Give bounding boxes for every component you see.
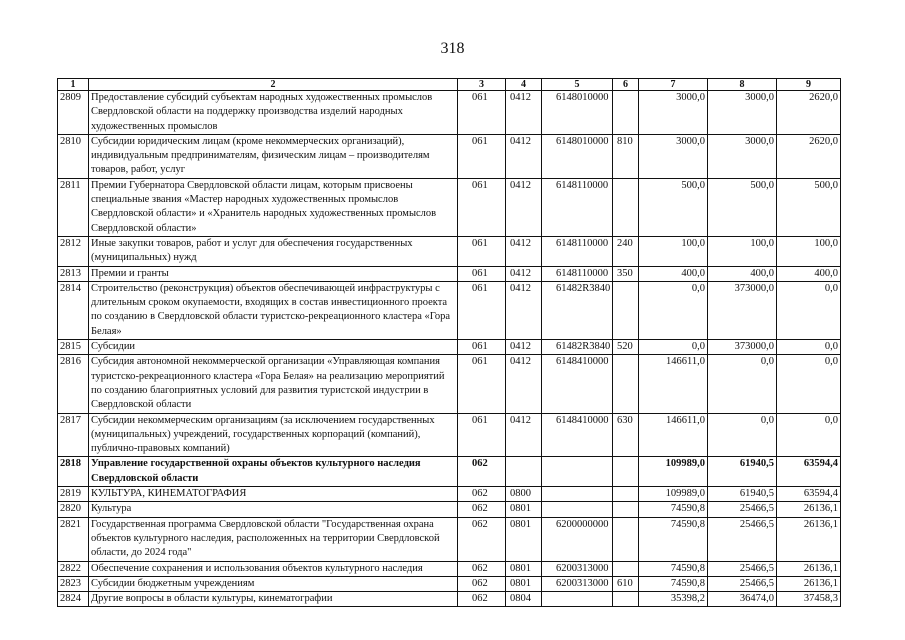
expense-type-code bbox=[613, 457, 639, 487]
amount-year-3: 26136,1 bbox=[777, 561, 841, 576]
ministry-code: 062 bbox=[458, 502, 506, 517]
section-code: 0801 bbox=[506, 576, 542, 591]
amount-year-3: 63594,4 bbox=[777, 457, 841, 487]
amount-year-1: 35398,2 bbox=[639, 592, 708, 607]
amount-year-1: 74590,8 bbox=[639, 517, 708, 561]
amount-year-3: 0,0 bbox=[777, 355, 841, 413]
row-number: 2819 bbox=[58, 487, 89, 502]
amount-year-2: 61940,5 bbox=[708, 487, 777, 502]
expense-type-code bbox=[613, 281, 639, 339]
target-article-code: 6148010000 bbox=[542, 134, 613, 178]
column-header: 4 bbox=[506, 79, 542, 91]
amount-year-2: 61940,5 bbox=[708, 457, 777, 487]
amount-year-3: 2620,0 bbox=[777, 91, 841, 135]
column-header: 2 bbox=[89, 79, 458, 91]
page-number: 318 bbox=[440, 40, 465, 57]
target-article-code: 6200313000 bbox=[542, 576, 613, 591]
table-row bbox=[58, 91, 841, 135]
expense-type-code bbox=[613, 355, 639, 413]
section-code: 0801 bbox=[506, 517, 542, 561]
table-row bbox=[58, 236, 841, 266]
amount-year-2: 400,0 bbox=[708, 266, 777, 281]
row-name: Иные закупки товаров, работ и услуг для обеспечения государственных (муниципальных) нужд bbox=[89, 236, 458, 266]
table-row bbox=[58, 413, 841, 457]
table-row bbox=[58, 457, 841, 487]
table-row bbox=[58, 517, 841, 561]
expense-type-code: 630 bbox=[613, 413, 639, 457]
amount-year-2: 373000,0 bbox=[708, 281, 777, 339]
row-number: 2820 bbox=[58, 502, 89, 517]
amount-year-2: 0,0 bbox=[708, 355, 777, 413]
amount-year-2: 25466,5 bbox=[708, 576, 777, 591]
ministry-code: 061 bbox=[458, 281, 506, 339]
table-row bbox=[58, 355, 841, 413]
row-name: Премии и гранты bbox=[89, 266, 458, 281]
amount-year-2: 25466,5 bbox=[708, 502, 777, 517]
amount-year-1: 3000,0 bbox=[639, 134, 708, 178]
target-article-code: 6148010000 bbox=[542, 91, 613, 135]
expense-type-code bbox=[613, 487, 639, 502]
ministry-code: 061 bbox=[458, 134, 506, 178]
target-article-code: 6200313000 bbox=[542, 561, 613, 576]
row-number: 2816 bbox=[58, 355, 89, 413]
expense-type-code: 520 bbox=[613, 340, 639, 355]
expense-type-code bbox=[613, 592, 639, 607]
row-name: Государственная программа Свердловской области "Государственная охрана объектов культурного наследия, расположенных на территории Свердловской области, до 2024 года" bbox=[89, 517, 458, 561]
target-article-code: 6148110000 bbox=[542, 236, 613, 266]
table-row bbox=[58, 576, 841, 591]
amount-year-2: 3000,0 bbox=[708, 134, 777, 178]
budget-table bbox=[57, 78, 841, 607]
amount-year-1: 74590,8 bbox=[639, 502, 708, 517]
amount-year-1: 0,0 bbox=[639, 281, 708, 339]
amount-year-2: 500,0 bbox=[708, 178, 777, 236]
ministry-code: 061 bbox=[458, 355, 506, 413]
ministry-code: 061 bbox=[458, 266, 506, 281]
amount-year-2: 373000,0 bbox=[708, 340, 777, 355]
amount-year-3: 26136,1 bbox=[777, 576, 841, 591]
table-row bbox=[58, 561, 841, 576]
amount-year-3: 63594,4 bbox=[777, 487, 841, 502]
amount-year-1: 74590,8 bbox=[639, 576, 708, 591]
section-code bbox=[506, 457, 542, 487]
row-number: 2813 bbox=[58, 266, 89, 281]
target-article-code bbox=[542, 457, 613, 487]
table-row bbox=[58, 340, 841, 355]
column-header: 5 bbox=[542, 79, 613, 91]
row-name: КУЛЬТУРА, КИНЕМАТОГРАФИЯ bbox=[89, 487, 458, 502]
amount-year-2: 0,0 bbox=[708, 413, 777, 457]
row-number: 2824 bbox=[58, 592, 89, 607]
column-header: 6 bbox=[613, 79, 639, 91]
amount-year-1: 0,0 bbox=[639, 340, 708, 355]
column-header: 9 bbox=[777, 79, 841, 91]
ministry-code: 061 bbox=[458, 236, 506, 266]
amount-year-2: 25466,5 bbox=[708, 561, 777, 576]
section-code: 0412 bbox=[506, 355, 542, 413]
ministry-code: 061 bbox=[458, 91, 506, 135]
table-row bbox=[58, 502, 841, 517]
section-code: 0412 bbox=[506, 134, 542, 178]
row-number: 2810 bbox=[58, 134, 89, 178]
target-article-code: 6148410000 bbox=[542, 355, 613, 413]
amount-year-3: 37458,3 bbox=[777, 592, 841, 607]
row-name: Обеспечение сохранения и использования объектов культурного наследия bbox=[89, 561, 458, 576]
target-article-code: 61482R3840 bbox=[542, 281, 613, 339]
ministry-code: 062 bbox=[458, 487, 506, 502]
row-name: Другие вопросы в области культуры, кинематографии bbox=[89, 592, 458, 607]
section-code: 0412 bbox=[506, 266, 542, 281]
amount-year-3: 26136,1 bbox=[777, 502, 841, 517]
target-article-code bbox=[542, 487, 613, 502]
table-row bbox=[58, 266, 841, 281]
row-name: Субсидия автономной некоммерческой организации «Управляющая компания туристско-рекреационного кластера «Гора Белая» на реализацию мероприятий по созданию благоприятных условий для развития туристской индустрии в Свердловской области bbox=[89, 355, 458, 413]
row-number: 2823 bbox=[58, 576, 89, 591]
amount-year-1: 146611,0 bbox=[639, 413, 708, 457]
section-code: 0800 bbox=[506, 487, 542, 502]
expense-type-code: 610 bbox=[613, 576, 639, 591]
column-header: 7 bbox=[639, 79, 708, 91]
row-number: 2818 bbox=[58, 457, 89, 487]
expense-type-code bbox=[613, 561, 639, 576]
amount-year-1: 100,0 bbox=[639, 236, 708, 266]
amount-year-3: 0,0 bbox=[777, 281, 841, 339]
row-name: Культура bbox=[89, 502, 458, 517]
amount-year-3: 0,0 bbox=[777, 340, 841, 355]
amount-year-2: 3000,0 bbox=[708, 91, 777, 135]
amount-year-1: 109989,0 bbox=[639, 457, 708, 487]
row-name: Строительство (реконструкция) объектов обеспечивающей инфраструктуры с длительным сроком окупаемости, входящих в состав инвестиционного проекта по созданию в Свердловской области туристско-рекреационного кластера «Гора Белая» bbox=[89, 281, 458, 339]
row-name: Предоставление субсидий субъектам народных художественных промыслов Свердловской области на поддержку производства изделий народных художественных промыслов bbox=[89, 91, 458, 135]
target-article-code: 6200000000 bbox=[542, 517, 613, 561]
section-code: 0412 bbox=[506, 236, 542, 266]
expense-type-code: 810 bbox=[613, 134, 639, 178]
row-name: Управление государственной охраны объектов культурного наследия Свердловской области bbox=[89, 457, 458, 487]
ministry-code: 061 bbox=[458, 340, 506, 355]
section-code: 0801 bbox=[506, 502, 542, 517]
row-name: Премии Губернатора Свердловской области лицам, которым присвоены специальные звания «Мастер народных художественных промыслов Свердловской области» и «Хранитель народных художественных промыслов Свердловской области» bbox=[89, 178, 458, 236]
row-number: 2821 bbox=[58, 517, 89, 561]
amount-year-2: 25466,5 bbox=[708, 517, 777, 561]
row-number: 2811 bbox=[58, 178, 89, 236]
table-row bbox=[58, 178, 841, 236]
ministry-code: 062 bbox=[458, 576, 506, 591]
row-number: 2814 bbox=[58, 281, 89, 339]
amount-year-2: 100,0 bbox=[708, 236, 777, 266]
target-article-code bbox=[542, 592, 613, 607]
amount-year-1: 500,0 bbox=[639, 178, 708, 236]
target-article-code: 61482R3840 bbox=[542, 340, 613, 355]
ministry-code: 061 bbox=[458, 178, 506, 236]
amount-year-1: 109989,0 bbox=[639, 487, 708, 502]
amount-year-3: 100,0 bbox=[777, 236, 841, 266]
header-row bbox=[58, 79, 841, 91]
row-number: 2809 bbox=[58, 91, 89, 135]
section-code: 0801 bbox=[506, 561, 542, 576]
amount-year-2: 36474,0 bbox=[708, 592, 777, 607]
amount-year-1: 74590,8 bbox=[639, 561, 708, 576]
ministry-code: 062 bbox=[458, 592, 506, 607]
table-row bbox=[58, 281, 841, 339]
amount-year-1: 146611,0 bbox=[639, 355, 708, 413]
row-name: Субсидии bbox=[89, 340, 458, 355]
expense-type-code bbox=[613, 502, 639, 517]
amount-year-3: 26136,1 bbox=[777, 517, 841, 561]
column-header: 3 bbox=[458, 79, 506, 91]
target-article-code: 6148110000 bbox=[542, 178, 613, 236]
amount-year-3: 2620,0 bbox=[777, 134, 841, 178]
expense-type-code: 350 bbox=[613, 266, 639, 281]
row-name: Субсидии бюджетным учреждениям bbox=[89, 576, 458, 591]
column-header: 1 bbox=[58, 79, 89, 91]
section-code: 0412 bbox=[506, 281, 542, 339]
section-code: 0804 bbox=[506, 592, 542, 607]
expense-type-code bbox=[613, 178, 639, 236]
row-name: Субсидии некоммерческим организациям (за исключением государственных (муниципальных) учреждений, государственных корпораций (компаний), публично-правовых компаний) bbox=[89, 413, 458, 457]
amount-year-3: 0,0 bbox=[777, 413, 841, 457]
amount-year-3: 500,0 bbox=[777, 178, 841, 236]
expense-type-code bbox=[613, 517, 639, 561]
target-article-code bbox=[542, 502, 613, 517]
target-article-code: 6148110000 bbox=[542, 266, 613, 281]
section-code: 0412 bbox=[506, 340, 542, 355]
ministry-code: 062 bbox=[458, 457, 506, 487]
table-row bbox=[58, 487, 841, 502]
amount-year-1: 400,0 bbox=[639, 266, 708, 281]
amount-year-1: 3000,0 bbox=[639, 91, 708, 135]
row-number: 2817 bbox=[58, 413, 89, 457]
amount-year-3: 400,0 bbox=[777, 266, 841, 281]
column-header: 8 bbox=[708, 79, 777, 91]
table-row bbox=[58, 592, 841, 607]
row-number: 2815 bbox=[58, 340, 89, 355]
expense-type-code: 240 bbox=[613, 236, 639, 266]
ministry-code: 061 bbox=[458, 413, 506, 457]
row-number: 2812 bbox=[58, 236, 89, 266]
ministry-code: 062 bbox=[458, 561, 506, 576]
section-code: 0412 bbox=[506, 91, 542, 135]
target-article-code: 6148410000 bbox=[542, 413, 613, 457]
expense-type-code bbox=[613, 91, 639, 135]
table-row bbox=[58, 134, 841, 178]
ministry-code: 062 bbox=[458, 517, 506, 561]
row-number: 2822 bbox=[58, 561, 89, 576]
row-name: Субсидии юридическим лицам (кроме некоммерческих организаций), индивидуальным предпринимателям, физическим лицам – производителям товаров, работ, услуг bbox=[89, 134, 458, 178]
section-code: 0412 bbox=[506, 178, 542, 236]
section-code: 0412 bbox=[506, 413, 542, 457]
